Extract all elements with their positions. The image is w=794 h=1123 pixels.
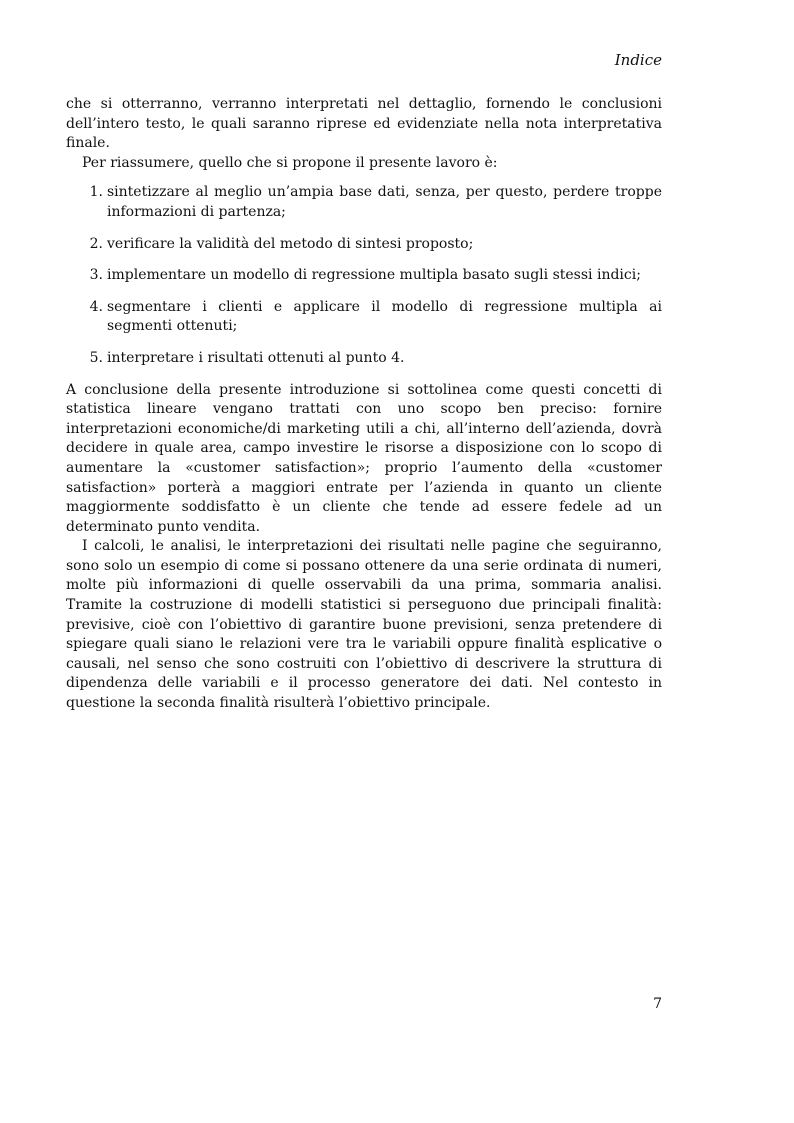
- list-item-text: implementare un modello di regressione multipla basato sugli stessi indici;: [107, 267, 641, 284]
- list-item-number: 1.: [89, 184, 103, 201]
- list-item-text: sintetizzare al meglio un’ampia base dati, senza, per questo, perdere troppe informazioni di partenza;: [107, 184, 662, 220]
- paragraph: I calcoli, le analisi, le interpretazioni dei risultati nelle pagine che seguiranno, sono solo un esempio di come si possano ottenere da una serie ordinata di numeri, molte più informazioni di quelle osservabili da una prima, sommaria analisi. Tramite la costruzione di modelli statistici si perseguono due principali finalità: previsive, cioè con l’obiettivo di garantire buone previsioni, senza pretendere di spiegare quali siano le relazioni vere tra le variabili oppure finalità esplicative o causali, nel senso che sono costruiti con l’obiettivo di descrivere la struttura di dipendenza delle variabili e il processo generatore dei dati. Nel contesto in questione la seconda finalità risulterà l’obiettivo principale.: [66, 538, 662, 712]
- list-item: [89, 298, 662, 337]
- list-item-text: verificare la validità del metodo di sintesi proposto;: [107, 235, 474, 252]
- list-item-number: 5.: [89, 349, 103, 366]
- list-item-text: interpretare i risultati ottenuti al punto 4.: [107, 349, 405, 366]
- objectives-list: [66, 183, 662, 368]
- paragraph: Per riassumere, quello che si propone il presente lavoro è:: [82, 154, 498, 171]
- list-item-number: 2.: [89, 235, 103, 252]
- page-number: 7: [653, 996, 662, 1012]
- list-item-number: 4.: [89, 298, 103, 315]
- list-item-number: 3.: [89, 267, 103, 284]
- paragraph: che si otterranno, verranno interpretati nel dettaglio, fornendo le conclusioni dell’intero testo, le quali saranno riprese ed evidenziate nella nota interpretativa finale.: [66, 96, 662, 152]
- running-header: Indice: [614, 51, 662, 69]
- list-item: [89, 183, 662, 222]
- paragraph: A conclusione della presente introduzione si sottolinea come questi concetti di statistica lineare vengano trattati con uno scopo ben preciso: fornire interpretazioni economiche/di marketing utili a chi, all’interno dell’azienda, dovrà decidere in quale area, campo investire le risorse a disposizione con lo scopo di aumentare la «customer satisfaction»; proprio l’aumento della «customer satisfaction» porterà a maggiori entrate per l’azienda in quanto un cliente maggiormente soddisfatto è un cliente che tende ad essere fedele ad un determinato punto vendita.: [66, 381, 662, 535]
- body-text: [66, 95, 662, 714]
- list-item: [89, 349, 662, 369]
- list-item-text: segmentare i clienti e applicare il modello di regressione multipla ai segmenti ottenuti;: [107, 298, 662, 335]
- list-item: [89, 235, 662, 255]
- list-item: [89, 266, 662, 286]
